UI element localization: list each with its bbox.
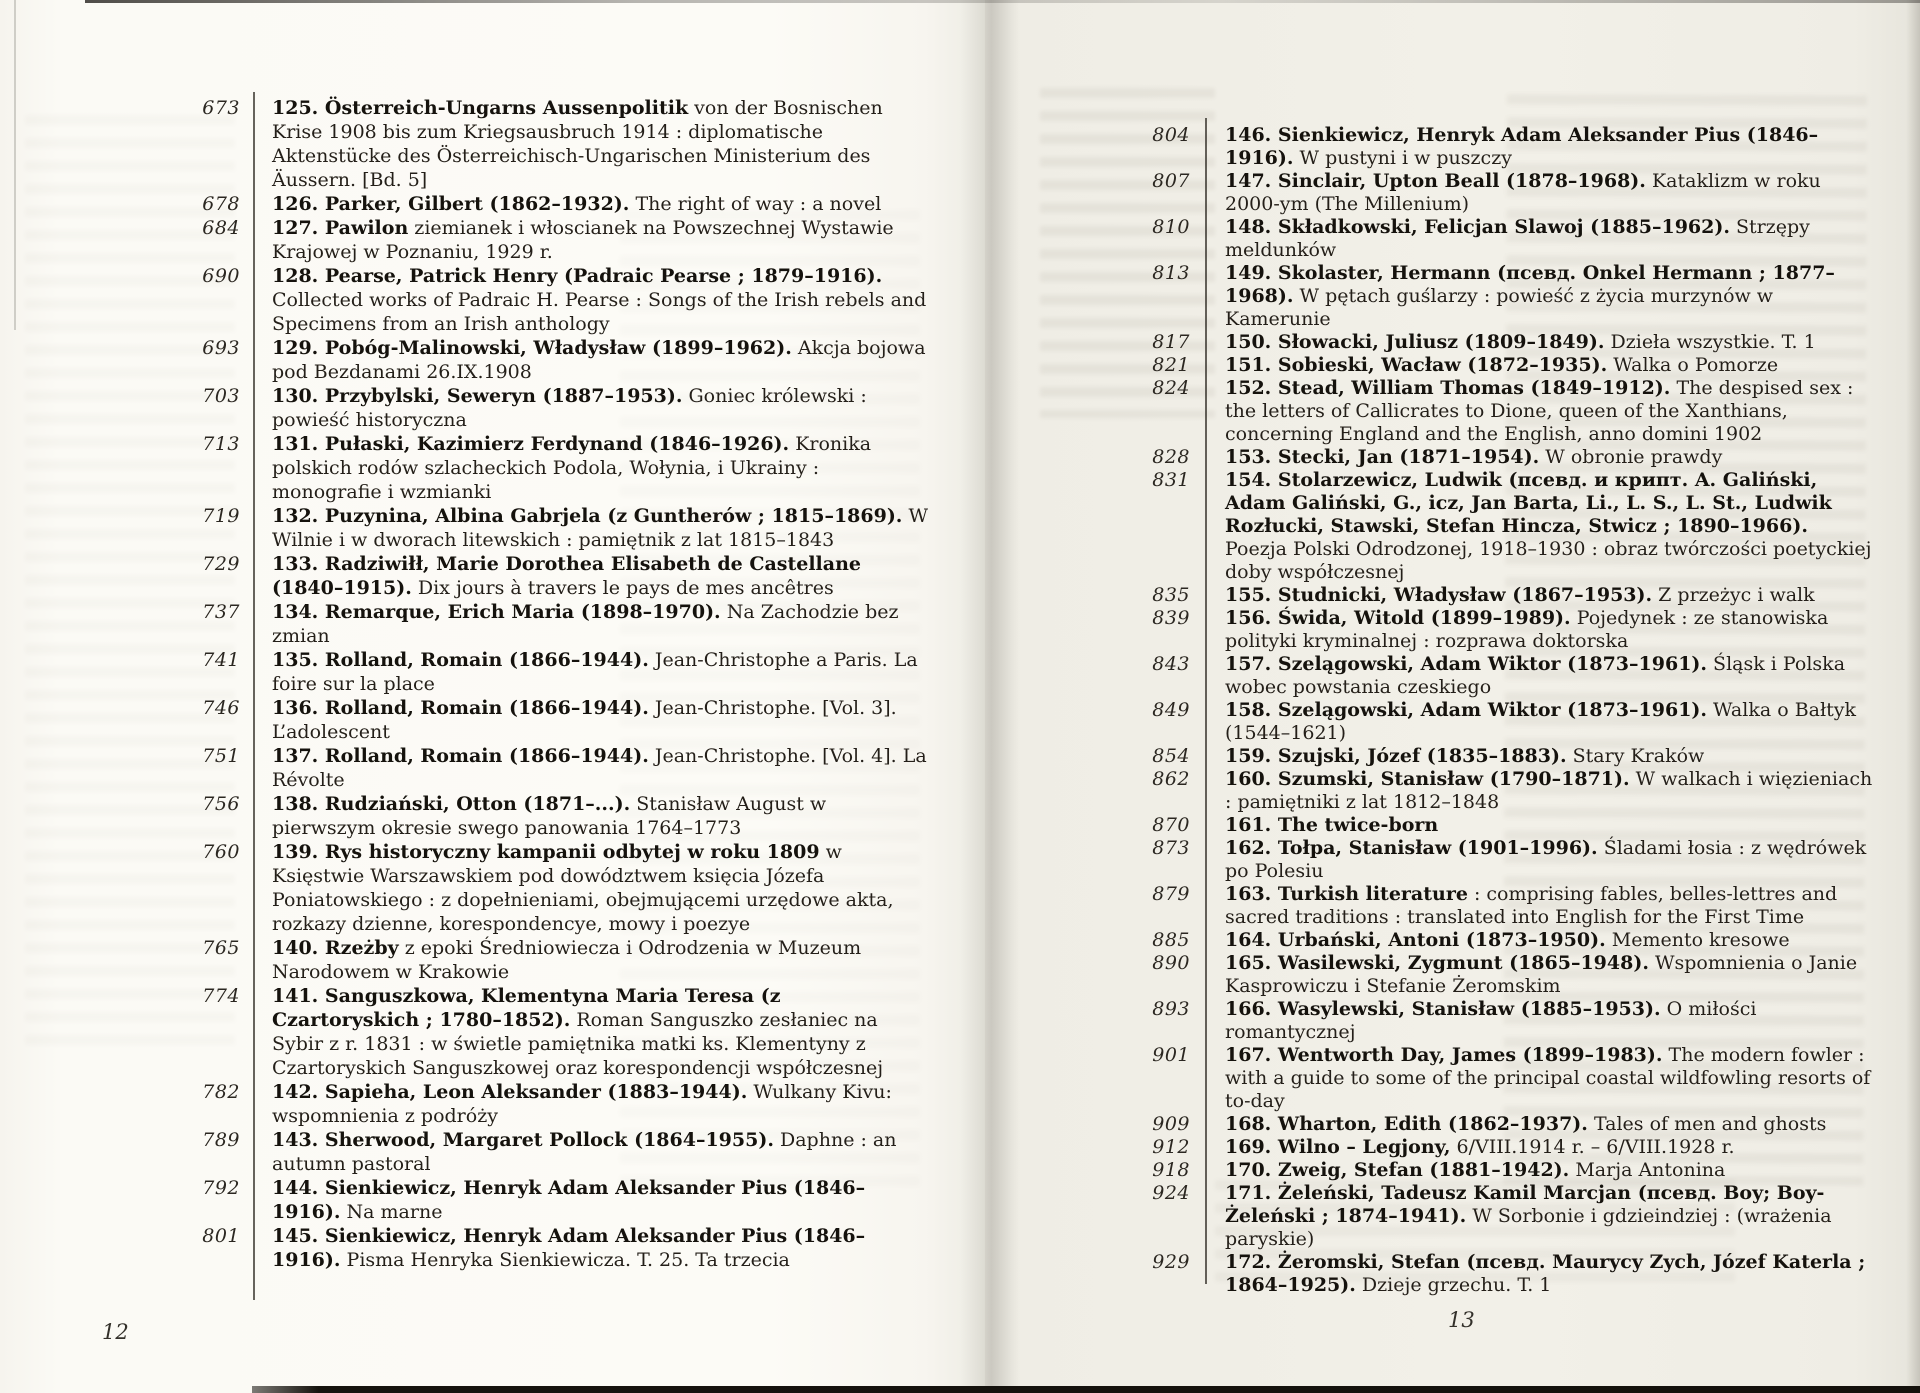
catalog-entry bbox=[985, 216, 1890, 262]
entry-heading: 159. Szujski, Józef (1835–1883). bbox=[1225, 745, 1567, 767]
entry-title: Marja Antonina bbox=[1569, 1159, 1726, 1181]
catalog-entry bbox=[0, 552, 940, 600]
entry-heading: 163. Turkish literature bbox=[1225, 883, 1468, 905]
right-page bbox=[985, 0, 1920, 1393]
entry-heading: 131. Pułaski, Kazimierz Ferdynand (1846–1926). bbox=[272, 433, 790, 455]
entry-page-ref: 713 bbox=[202, 433, 240, 455]
catalog-entry bbox=[0, 1128, 940, 1176]
entry-page-ref: 885 bbox=[1152, 929, 1190, 951]
entry-heading: 135. Rolland, Romain (1866–1944). bbox=[272, 649, 649, 671]
catalog-entry bbox=[985, 814, 1890, 837]
entry-heading: 137. Rolland, Romain (1866–1944). bbox=[272, 745, 649, 767]
entry-title: Wulkany Kivu: wspomnienia z podróży bbox=[272, 1081, 892, 1127]
catalog-entry bbox=[985, 998, 1890, 1044]
entry-heading: 141. Sanguszkowa, Klementyna Maria Teresa (z Czartoryskich ; 1780–1852). bbox=[272, 985, 781, 1031]
entry-page-ref: 849 bbox=[1152, 699, 1190, 721]
entry-page-ref: 804 bbox=[1152, 124, 1190, 146]
entry-text bbox=[272, 432, 932, 504]
catalog-entry bbox=[985, 1159, 1890, 1182]
entry-text bbox=[1225, 998, 1873, 1044]
entry-heading: 167. Wentworth Day, James (1899–1983). bbox=[1225, 1044, 1663, 1066]
entry-page-ref: 774 bbox=[202, 985, 240, 1007]
entry-heading: 134. Remarque, Erich Maria (1898–1970). bbox=[272, 601, 721, 623]
catalog-entry bbox=[985, 170, 1890, 216]
entry-heading: 132. Puzynina, Albina Gabrjela (z Guntherów ; 1815–1869). bbox=[272, 505, 903, 527]
entry-title: Kataklizm w roku 2000-ym (The Millenium) bbox=[1225, 170, 1821, 215]
entry-heading: 125. Österreich-Ungarns Aussenpolitik bbox=[272, 97, 689, 119]
entry-heading: 168. Wharton, Edith (1862–1937). bbox=[1225, 1113, 1588, 1135]
entry-page-ref: 765 bbox=[202, 937, 240, 959]
entry-text bbox=[1225, 745, 1873, 768]
entry-list bbox=[0, 96, 940, 1272]
entry-heading: 153. Stecki, Jan (1871–1954). bbox=[1225, 446, 1540, 468]
entry-title: W walkach i więzieniach : pamiętniki z lat 1812–1848 bbox=[1225, 768, 1873, 813]
entry-heading: 150. Słowacki, Juliusz (1809–1849). bbox=[1225, 331, 1605, 353]
entry-heading: 165. Wasilewski, Zygmunt (1865–1948). bbox=[1225, 952, 1649, 974]
entry-heading: 158. Szelągowski, Adam Wiktor (1873–1961). bbox=[1225, 699, 1708, 721]
entry-title: Kronika polskich rodów szlacheckich Podola, Wołynia, i Ukrainy : monografie i wzmianki bbox=[272, 433, 872, 503]
entry-page-ref: 746 bbox=[202, 697, 240, 719]
entry-title: W pętach guślarzy : powieść z życia murzynów w Kamerunie bbox=[1225, 285, 1774, 330]
entry-title: Jean-Christophe a Paris. La foire sur la place bbox=[272, 649, 918, 695]
entry-title: Dzieje grzechu. T. 1 bbox=[1355, 1274, 1552, 1296]
catalog-entry bbox=[985, 377, 1890, 446]
entry-text bbox=[272, 600, 932, 648]
entry-text bbox=[1225, 952, 1873, 998]
entry-title: Na marne bbox=[340, 1201, 443, 1223]
entry-heading: 164. Urbański, Antoni (1873–1950). bbox=[1225, 929, 1606, 951]
scan-edge-artifact bbox=[14, 0, 16, 330]
entry-text bbox=[1225, 653, 1873, 699]
catalog-entry bbox=[0, 192, 940, 216]
entry-title: Tales of men and ghosts bbox=[1587, 1113, 1827, 1135]
entry-heading: 127. Pawilon bbox=[272, 217, 409, 239]
entry-text bbox=[272, 696, 932, 744]
entry-title: von der Bosnischen Krise 1908 bis zum Kriegsausbruch 1914 : diplomatische Aktenstücke des Österreichisch-Ungarischen Ministerium des Äussern. [Bd. 5] bbox=[272, 97, 883, 191]
entry-heading: 140. Rzeżby bbox=[272, 937, 399, 959]
entry-title: Daphne : an autumn pastoral bbox=[272, 1129, 897, 1175]
entry-title: Jean-Christophe. [Vol. 3]. L’adolescent bbox=[272, 697, 897, 743]
entry-heading: 129. Pobóg-Malinowski, Władysław (1899–1962). bbox=[272, 337, 792, 359]
entry-title: The modern fowler : with a guide to some of the principal coastal wildfowling resorts of to-day bbox=[1225, 1044, 1871, 1112]
entry-page-ref: 703 bbox=[202, 385, 240, 407]
catalog-entry bbox=[985, 837, 1890, 883]
entry-title: Jean-Christophe. [Vol. 4]. La Révolte bbox=[272, 745, 927, 791]
entry-text bbox=[1225, 354, 1873, 377]
entry-heading: 149. Skolaster, Hermann (псевд. Onkel Hermann ; 1877–1968). bbox=[1225, 262, 1835, 307]
entry-page-ref: 870 bbox=[1152, 814, 1190, 836]
catalog-entry bbox=[0, 1080, 940, 1128]
entry-page-ref: 862 bbox=[1152, 768, 1190, 790]
catalog-entry bbox=[985, 1251, 1890, 1297]
entry-title: w Księstwie Warszawskiem pod dowództwem księcia Józefa Poniatowskiego : z dopełnieniami, obejmującemi urzędowe akta, rozkazy dzienne, korespondencye, mowy i poezye bbox=[272, 841, 894, 935]
entry-page-ref: 729 bbox=[202, 553, 240, 575]
entry-page-ref: 839 bbox=[1152, 607, 1190, 629]
entry-title: Wspomnienia o Janie Kasprowiczu i Stefanie Żeromskim bbox=[1225, 952, 1858, 997]
entry-heading: 133. Radziwiłł, Marie Dorothea Elisabeth de Castellane (1840–1915). bbox=[272, 553, 861, 599]
entry-heading: 156. Świda, Witold (1899–1989). bbox=[1225, 607, 1571, 629]
catalog-entry bbox=[985, 331, 1890, 354]
entry-title: Pojedynek : ze stanowiska polityki kryminalnej : rozprawa doktorska bbox=[1225, 607, 1829, 652]
entry-heading: 126. Parker, Gilbert (1862–1932). bbox=[272, 193, 630, 215]
catalog-entry bbox=[0, 1224, 940, 1272]
entry-title: Walka o Pomorze bbox=[1607, 354, 1779, 376]
entry-page-ref: 807 bbox=[1152, 170, 1190, 192]
entry-text bbox=[1225, 469, 1873, 584]
entry-title: The right of way : a novel bbox=[629, 193, 882, 215]
entry-heading: 169. Wilno – Legjony, bbox=[1225, 1136, 1451, 1158]
entry-text bbox=[1225, 584, 1873, 607]
entry-heading: 143. Sherwood, Margaret Pollock (1864–1955). bbox=[272, 1129, 774, 1151]
entry-text bbox=[1225, 262, 1873, 331]
entry-text bbox=[1225, 1251, 1873, 1297]
entry-text bbox=[272, 936, 932, 984]
entry-text bbox=[1225, 170, 1873, 216]
entry-page-ref: 792 bbox=[202, 1177, 240, 1199]
entry-heading: 171. Żeleński, Tadeusz Kamil Marcjan (псевд. Boy; Boy-Żeleński ; 1874–1941). bbox=[1225, 1182, 1825, 1227]
entry-heading: 148. Składkowski, Felicjan Slawoj (1885–1962). bbox=[1225, 216, 1730, 238]
entry-heading: 139. Rys historyczny kampanii odbytej w roku 1809 bbox=[272, 841, 820, 863]
catalog-entry bbox=[985, 952, 1890, 998]
entry-page-ref: 890 bbox=[1152, 952, 1190, 974]
catalog-entry bbox=[985, 653, 1890, 699]
catalog-entry bbox=[985, 607, 1890, 653]
entry-heading: 162. Tołpa, Stanisław (1901–1996). bbox=[1225, 837, 1598, 859]
catalog-entry bbox=[985, 124, 1890, 170]
entry-heading: 136. Rolland, Romain (1866–1944). bbox=[272, 697, 649, 719]
entry-heading: 157. Szelągowski, Adam Wiktor (1873–1961). bbox=[1225, 653, 1708, 675]
catalog-entry bbox=[985, 745, 1890, 768]
entry-title: z epoki Średniowiecza i Odrodzenia w Muzeum Narodowem w Krakowie bbox=[272, 937, 862, 983]
catalog-entry bbox=[0, 216, 940, 264]
catalog-entry bbox=[985, 262, 1890, 331]
entry-text bbox=[272, 1176, 932, 1224]
catalog-entry bbox=[985, 1113, 1890, 1136]
entry-heading: 155. Studnicki, Władysław (1867–1953). bbox=[1225, 584, 1653, 606]
entry-page-ref: 782 bbox=[202, 1081, 240, 1103]
entry-title: W obronie prawdy bbox=[1539, 446, 1723, 468]
entry-page-ref: 810 bbox=[1152, 216, 1190, 238]
entry-text bbox=[1225, 883, 1873, 929]
entry-page-ref: 673 bbox=[202, 97, 240, 119]
entry-text bbox=[1225, 446, 1873, 469]
entry-title: ziemianek i włoscianek na Powszechnej Wystawie Krajowej w Poznaniu, 1929 r. bbox=[272, 217, 894, 263]
catalog-entry bbox=[0, 984, 940, 1080]
entry-page-ref: 929 bbox=[1152, 1251, 1190, 1273]
entry-text bbox=[1225, 216, 1873, 262]
entry-page-ref: 821 bbox=[1152, 354, 1190, 376]
catalog-entry bbox=[985, 1182, 1890, 1251]
entry-heading: 145. Sienkiewicz, Henryk Adam Aleksander Pius (1846–1916). bbox=[272, 1225, 866, 1271]
entry-page-ref: 828 bbox=[1152, 446, 1190, 468]
entry-page-ref: 693 bbox=[202, 337, 240, 359]
entry-title: 6/VIII.1914 r. – 6/VIII.1928 r. bbox=[1450, 1136, 1735, 1158]
entry-page-ref: 719 bbox=[202, 505, 240, 527]
entry-title: : comprising fables, belles-lettres and sacred traditions : translated into English for the First Time bbox=[1225, 883, 1838, 928]
entry-text bbox=[1225, 1044, 1873, 1113]
entry-text bbox=[272, 264, 932, 336]
entry-title: Collected works of Padraic H. Pearse : Songs of the Irish rebels and Specimens from an Irish anthology bbox=[272, 289, 927, 335]
entry-heading: 130. Przybylski, Seweryn (1887–1953). bbox=[272, 385, 683, 407]
entry-text bbox=[272, 792, 932, 840]
entry-heading: 170. Zweig, Stefan (1881–1942). bbox=[1225, 1159, 1570, 1181]
entry-title: Dix jours à travers le pays de mes ancêtres bbox=[411, 577, 834, 599]
entry-page-ref: 737 bbox=[202, 601, 240, 623]
entry-title: Walka o Bałtyk (1544–1621) bbox=[1225, 699, 1857, 744]
entry-text bbox=[272, 336, 932, 384]
entry-text bbox=[272, 504, 932, 552]
entry-text bbox=[272, 744, 932, 792]
entry-heading: 161. The twice-born bbox=[1225, 814, 1439, 836]
entry-heading: 144. Sienkiewicz, Henryk Adam Aleksander Pius (1846–1916). bbox=[272, 1177, 866, 1223]
entry-title: W Sorbonie i gdzieindziej : (wrażenia paryskie) bbox=[1225, 1205, 1832, 1250]
entry-page-ref: 824 bbox=[1152, 377, 1190, 399]
entry-text bbox=[272, 840, 932, 936]
entry-heading: 138. Rudziański, Otton (1871–...). bbox=[272, 793, 631, 815]
entry-page-ref: 789 bbox=[202, 1129, 240, 1151]
entry-page-ref: 909 bbox=[1152, 1113, 1190, 1135]
catalog-entry bbox=[0, 600, 940, 648]
entry-text bbox=[272, 1224, 932, 1272]
entry-text bbox=[1225, 1159, 1873, 1182]
scan-edge-artifact bbox=[85, 0, 1920, 3]
entry-heading: 151. Sobieski, Wacław (1872–1935). bbox=[1225, 354, 1608, 376]
entry-page-ref: 918 bbox=[1152, 1159, 1190, 1181]
entry-page-ref: 854 bbox=[1152, 745, 1190, 767]
catalog-entry bbox=[0, 1176, 940, 1224]
catalog-entry bbox=[985, 1136, 1890, 1159]
entry-page-ref: 893 bbox=[1152, 998, 1190, 1020]
catalog-entry bbox=[985, 354, 1890, 377]
entry-page-ref: 751 bbox=[202, 745, 240, 767]
entry-text bbox=[1225, 929, 1873, 952]
entry-text bbox=[272, 96, 932, 192]
entry-text bbox=[1225, 837, 1873, 883]
entry-title: Akcja bojowa pod Bezdanami 26.IX.1908 bbox=[272, 337, 926, 383]
entry-page-ref: 741 bbox=[202, 649, 240, 671]
entry-page-ref: 684 bbox=[202, 217, 240, 239]
catalog-entry bbox=[0, 504, 940, 552]
entry-text bbox=[1225, 607, 1873, 653]
catalog-entry bbox=[0, 744, 940, 792]
entry-text bbox=[1225, 814, 1873, 837]
entry-text bbox=[1225, 699, 1873, 745]
entry-title: Poezja Polski Odrodzonej, 1918–1930 : obraz twórczości poetyckiej doby współczesnej bbox=[1225, 538, 1872, 583]
entry-heading: 146. Sienkiewicz, Henryk Adam Aleksander Pius (1846–1916). bbox=[1225, 124, 1819, 169]
entry-page-ref: 678 bbox=[202, 193, 240, 215]
entry-title: Dzieła wszystkie. T. 1 bbox=[1604, 331, 1816, 353]
entry-text bbox=[1225, 768, 1873, 814]
entry-page-ref: 843 bbox=[1152, 653, 1190, 675]
entry-page-ref: 756 bbox=[202, 793, 240, 815]
entry-text bbox=[1225, 1113, 1873, 1136]
entry-text bbox=[272, 648, 932, 696]
entry-title: Z przeżyc i walk bbox=[1652, 584, 1815, 606]
catalog-entry bbox=[0, 96, 940, 192]
catalog-entry bbox=[0, 936, 940, 984]
entry-text bbox=[1225, 1136, 1873, 1159]
entry-heading: 166. Wasylewski, Stanisław (1885–1953). bbox=[1225, 998, 1661, 1020]
entry-heading: 152. Stead, William Thomas (1849–1912). bbox=[1225, 377, 1671, 399]
scan-edge-artifact bbox=[252, 1386, 1920, 1393]
entry-title: Na Zachodzie bez zmian bbox=[272, 601, 899, 647]
catalog-entry bbox=[0, 384, 940, 432]
page-number: 13 bbox=[1448, 1308, 1475, 1332]
entry-text bbox=[272, 384, 932, 432]
entry-text bbox=[272, 192, 932, 216]
entry-title: Strzępy meldunków bbox=[1225, 216, 1810, 261]
catalog-entry bbox=[0, 336, 940, 384]
catalog-entry bbox=[985, 446, 1890, 469]
entry-text bbox=[272, 1080, 932, 1128]
entry-page-ref: 817 bbox=[1152, 331, 1190, 353]
entry-page-ref: 873 bbox=[1152, 837, 1190, 859]
entry-heading: 172. Żeromski, Stefan (псевд. Maurycy Zych, Józef Katerla ; 1864–1925). bbox=[1225, 1251, 1866, 1296]
catalog-entry bbox=[0, 792, 940, 840]
catalog-entry bbox=[985, 1044, 1890, 1113]
entry-text bbox=[272, 1128, 932, 1176]
entry-list bbox=[985, 124, 1890, 1297]
entry-page-ref: 813 bbox=[1152, 262, 1190, 284]
entry-text bbox=[1225, 124, 1873, 170]
catalog-entry bbox=[985, 469, 1890, 584]
catalog-entry bbox=[985, 768, 1890, 814]
entry-title: W pustyni i w puszczy bbox=[1293, 147, 1512, 169]
entry-heading: 128. Pearse, Patrick Henry (Padraic Pearse ; 1879–1916). bbox=[272, 265, 883, 287]
entry-page-ref: 760 bbox=[202, 841, 240, 863]
entry-title: The despised sex : the letters of Callicrates to Dione, queen of the Xanthians, concerning England and the English, anno domini 1902 bbox=[1225, 377, 1854, 445]
entry-page-ref: 901 bbox=[1152, 1044, 1190, 1066]
entry-page-ref: 924 bbox=[1152, 1182, 1190, 1204]
entry-text bbox=[272, 216, 932, 264]
entry-text bbox=[1225, 1182, 1873, 1251]
entry-page-ref: 801 bbox=[202, 1225, 240, 1247]
catalog-entry bbox=[985, 929, 1890, 952]
entry-title: Pisma Henryka Sienkiewicza. T. 25. Ta trzecia bbox=[340, 1249, 790, 1271]
entry-title: Stanisław August w pierwszym okresie swego panowania 1764–1773 bbox=[272, 793, 827, 839]
entry-page-ref: 879 bbox=[1152, 883, 1190, 905]
page-number: 12 bbox=[102, 1320, 129, 1344]
entry-text bbox=[1225, 331, 1873, 354]
catalog-entry bbox=[985, 584, 1890, 607]
entry-title: W Wilnie i w dworach litewskich : pamiętnik z lat 1815–1843 bbox=[272, 505, 929, 551]
entry-text bbox=[272, 984, 932, 1080]
entry-heading: 154. Stolarzewicz, Ludwik (псевд. и крипт. A. Galiński, Adam Galiński, G., icz, Jan Barta, Li., L. S., L. St., Ludwik Rozłucki, Stawski, Stefan Hincza, Stwicz ; 1890–1966). bbox=[1225, 469, 1832, 537]
entry-title: Śląsk i Polska wobec powstania czeskiego bbox=[1225, 653, 1846, 698]
catalog-entry bbox=[0, 264, 940, 336]
entry-page-ref: 831 bbox=[1152, 469, 1190, 491]
entry-title: Roman Sanguszko zesłaniec na Sybir z r. 1831 : w świetle pamiętnika matki ks. Klementyny z Czartoryskich Sanguszkowej oraz korespondencji współczesnej bbox=[272, 1009, 884, 1079]
entry-title: Stary Kraków bbox=[1566, 745, 1705, 767]
catalog-entry bbox=[985, 883, 1890, 929]
entry-text bbox=[272, 552, 932, 600]
catalog-entry bbox=[985, 699, 1890, 745]
entry-page-ref: 690 bbox=[202, 265, 240, 287]
entry-heading: 142. Sapieha, Leon Aleksander (1883–1944). bbox=[272, 1081, 748, 1103]
catalog-entry bbox=[0, 696, 940, 744]
entry-title: Memento kresowe bbox=[1605, 929, 1790, 951]
entry-heading: 147. Sinclair, Upton Beall (1878–1968). bbox=[1225, 170, 1646, 192]
entry-page-ref: 912 bbox=[1152, 1136, 1190, 1158]
entry-page-ref: 835 bbox=[1152, 584, 1190, 606]
catalog-entry bbox=[0, 840, 940, 936]
entry-heading: 160. Szumski, Stanisław (1790–1871). bbox=[1225, 768, 1630, 790]
catalog-entry bbox=[0, 432, 940, 504]
entry-title: Śladami łosia : z wędrówek po Polesiu bbox=[1225, 837, 1867, 882]
entry-title: O miłości romantycznej bbox=[1225, 998, 1757, 1043]
catalog-entry bbox=[0, 648, 940, 696]
entry-title: Goniec królewski : powieść historyczna bbox=[272, 385, 867, 431]
entry-text bbox=[1225, 377, 1873, 446]
